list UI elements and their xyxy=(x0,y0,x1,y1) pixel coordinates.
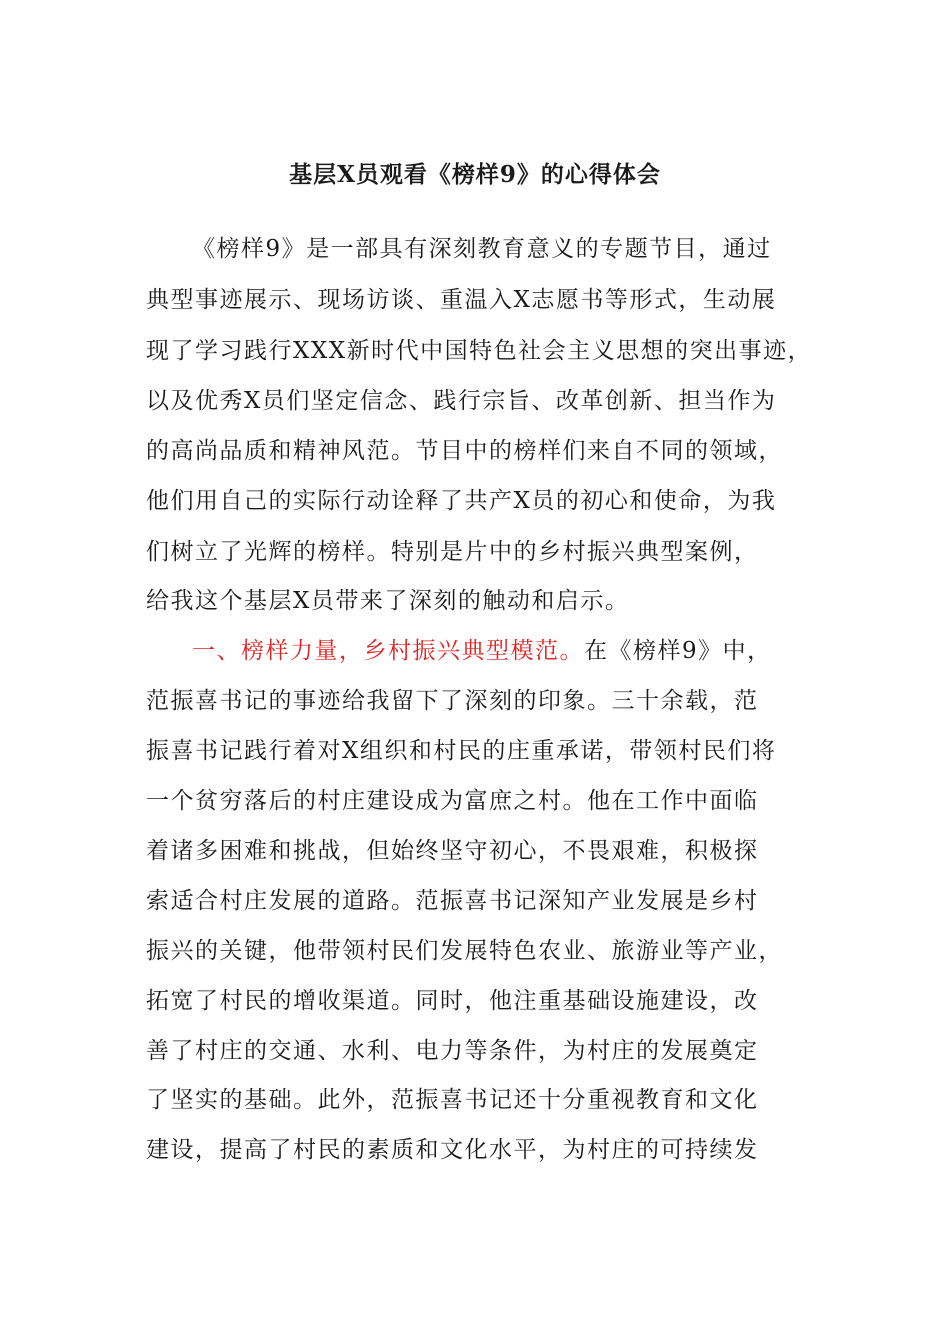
paragraph-line: 索适合村庄发展的道路。范振喜书记深知产业发展是乡村 xyxy=(146,888,759,914)
section-heading-continuation: 在《榜样9》中， xyxy=(584,638,772,664)
paragraph-line: 一个贫穷落后的村庄建设成为富庶之村。他在工作中面临 xyxy=(146,788,759,814)
section-heading: 一、榜样力量，乡村振兴典型模范。 xyxy=(192,638,584,664)
section-heading-line xyxy=(192,634,772,668)
paragraph-line: 的高尚品质和精神风范。节目中的榜样们来自不同的领域， xyxy=(146,438,783,464)
paragraph-line: 现了学习践行XXX新时代中国特色社会主义思想的突出事迹， xyxy=(146,338,813,364)
paragraph-line: 给我这个基层X员带来了深刻的触动和启示。 xyxy=(146,588,630,614)
paragraph-line: 们树立了光辉的榜样。特别是片中的乡村振兴典型案例， xyxy=(146,539,759,565)
paragraph-line: 着诸多困难和挑战，但始终坚守初心，不畏艰难，积极探 xyxy=(146,838,759,864)
paragraph-line: 振喜书记践行着对X组织和村民的庄重承诺，带领村民们将 xyxy=(146,738,777,764)
paragraph-line: 振兴的关键，他带领村民们发展特色农业、旅游业等产业， xyxy=(146,938,783,964)
paragraph-line: 典型事迹展示、现场访谈、重温入X志愿书等形式，生动展 xyxy=(146,287,777,313)
paragraph-line: 范振喜书记的事迹给我留下了深刻的印象。三十余载，范 xyxy=(146,688,759,714)
document-title: 基层X员观看《榜样9》的心得体会 xyxy=(289,161,661,188)
paragraph-line: 《榜样9》是一部具有深刻教育意义的专题节目，通过 xyxy=(192,236,772,262)
paragraph-line: 他们用自己的实际行动诠释了共产X员的初心和使命，为我 xyxy=(146,488,777,514)
paragraph-line: 建设，提高了村民的素质和文化水平，为村庄的可持续发 xyxy=(146,1137,759,1163)
paragraph-line: 以及优秀X员们坚定信念、践行宗旨、改革创新、担当作为 xyxy=(146,388,777,414)
paragraph-line: 了坚实的基础。此外，范振喜书记还十分重视教育和文化 xyxy=(146,1087,759,1113)
paragraph-line: 善了村庄的交通、水利、电力等条件，为村庄的发展奠定 xyxy=(146,1038,759,1064)
paragraph-line: 拓宽了村民的增收渠道。同时，他注重基础设施建设，改 xyxy=(146,988,759,1014)
